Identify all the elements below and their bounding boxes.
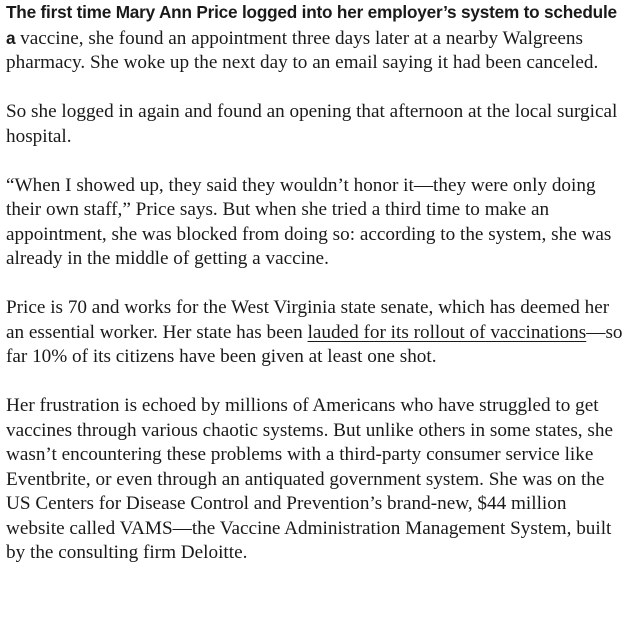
lead-in-text: The first time Mary Ann Price logged into her employer’s system to schedule a (6, 2, 617, 48)
paragraph-4 (6, 296, 628, 370)
paragraph-2: So she logged in again and found an opening that afternoon at the local surgical hospital. (6, 101, 618, 147)
paragraph-5: Her frustration is echoed by millions of Americans who have struggled to get vaccines through various chaotic systems. But unlike others in some states, she wasn’t encountering these problems with a third-party consumer service like Eventbrite, or even through an antiquated government system. She was on the US Centers for Disease Control and Prevention’s brand-new, $44 million website called VAMS—the Vaccine Administration Management System, built by the consulting firm Deloitte. (6, 395, 613, 563)
vaccination-rollout-link[interactable]: lauded for its rollout of vaccinations (307, 321, 587, 343)
paragraph-4-text-after: —so far 10% of its citizens have been given at least one shot. (6, 321, 623, 367)
paragraph-1-text: vaccine, she found an appointment three days later at a nearby Walgreens pharmacy. She woke up the next day to an email saying it had been canceled. (6, 27, 599, 73)
paragraph-3: “When I showed up, they said they wouldn’t honor it—they were only doing their own staff,” Price says. But when she tried a third time to make an appointment, she was blocked from doing so: according to the system, she was already in the middle of getting a vaccine. (6, 174, 612, 269)
paragraph-1 (6, 0, 628, 76)
paragraph-4-text-before: Price is 70 and works for the West Virginia state senate, which has deemed her an essential worker. Her state has been (6, 297, 610, 343)
article-body (6, 0, 628, 590)
